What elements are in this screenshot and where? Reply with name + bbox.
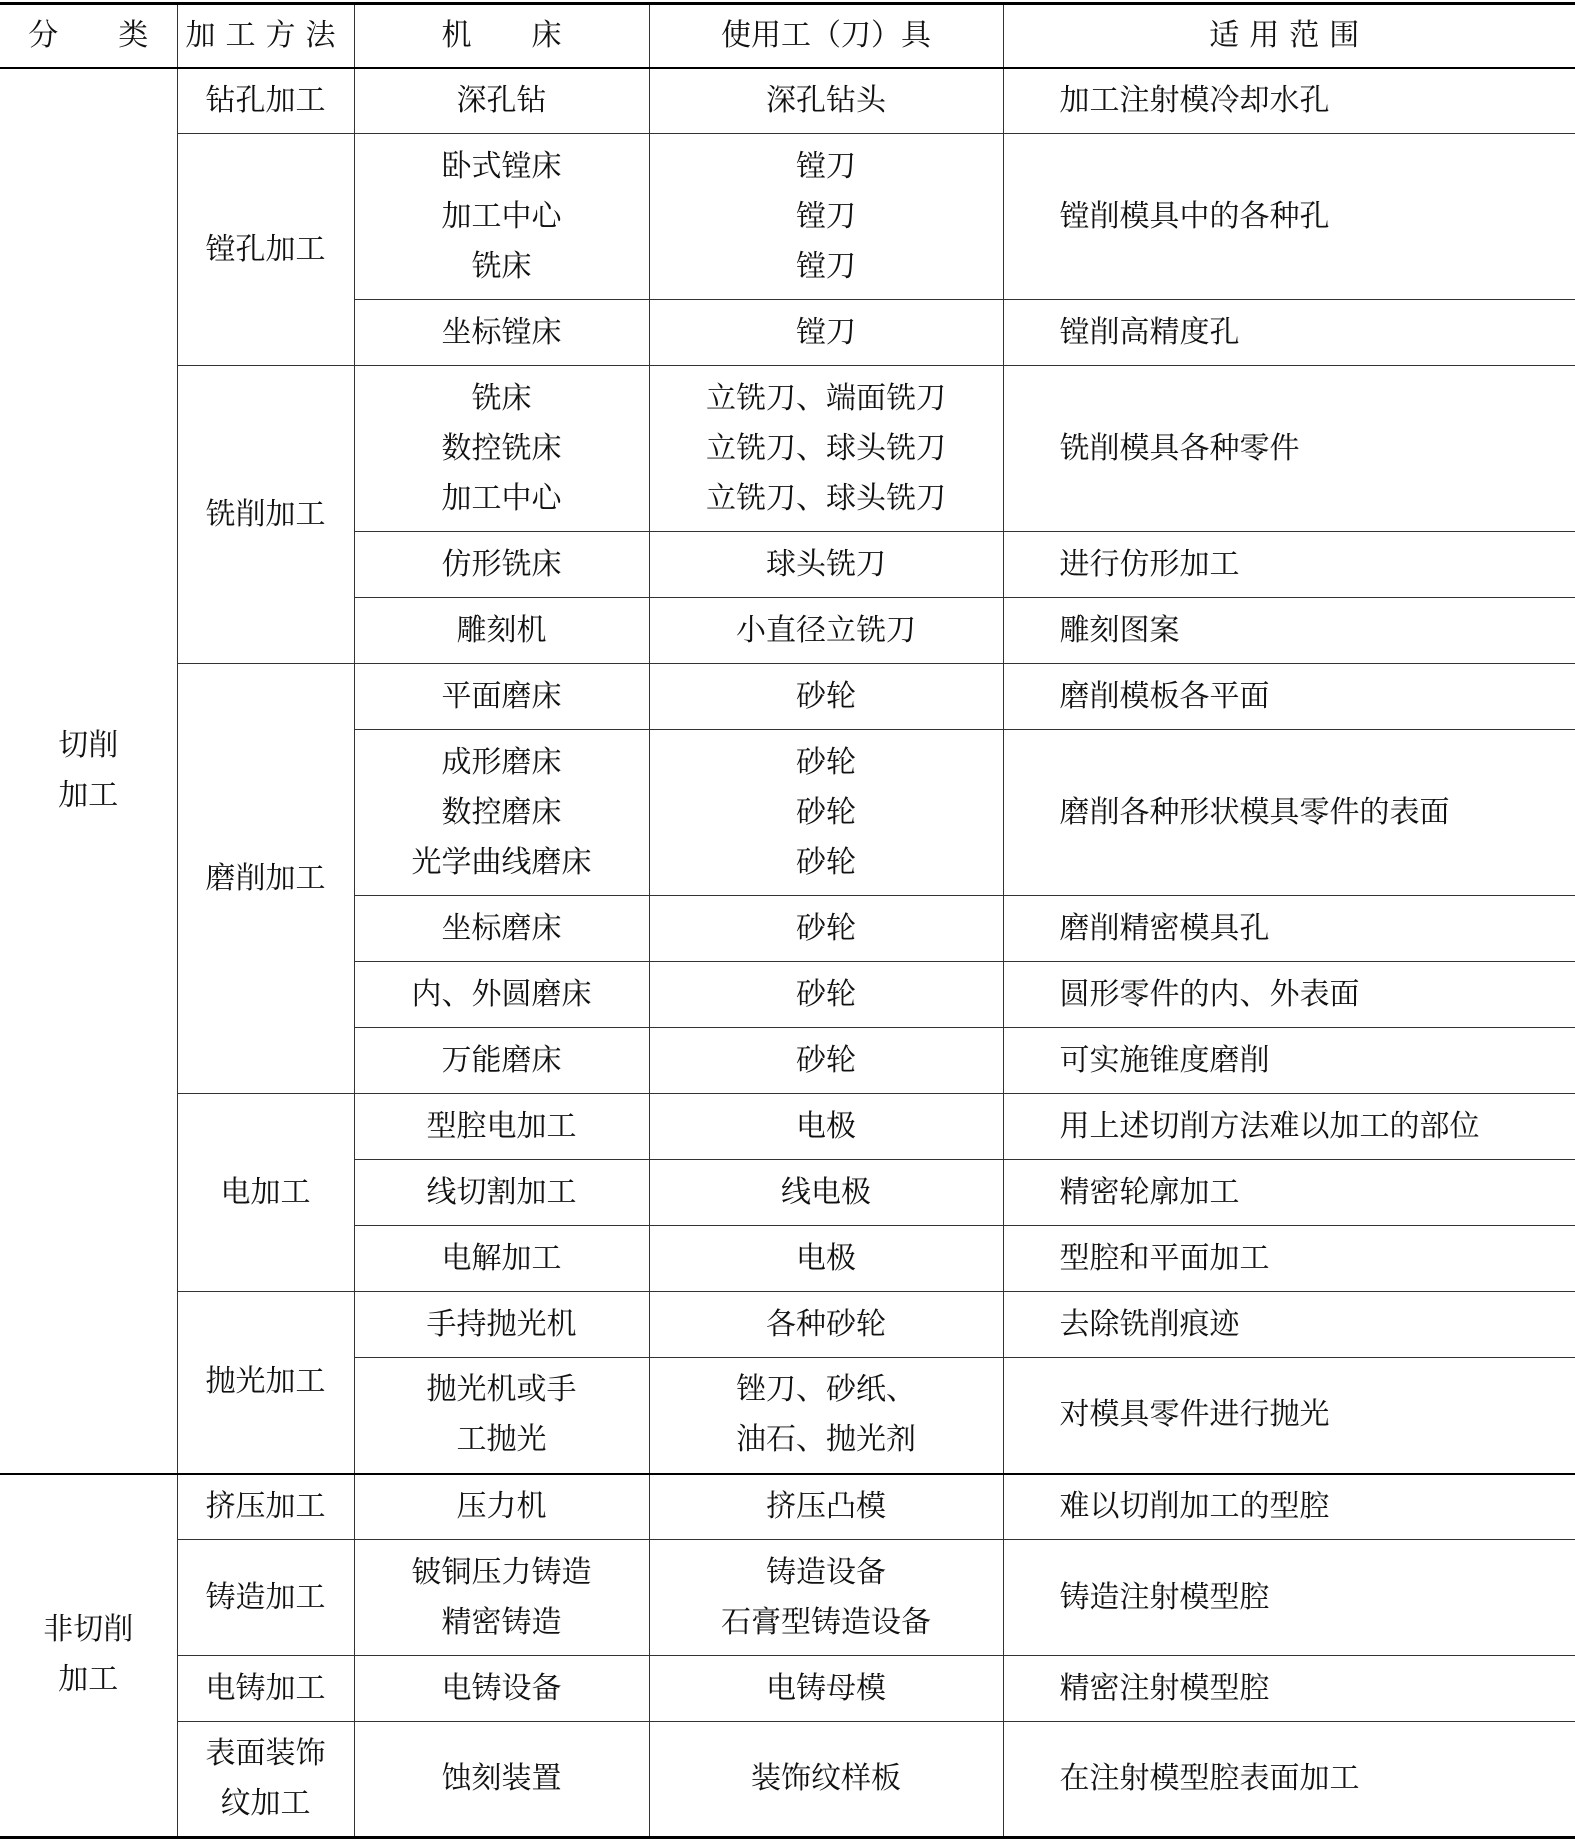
method-drilling: 钻孔加工 [177, 68, 354, 134]
scope-cell: 精密轮廓加工 [1003, 1160, 1575, 1226]
scope-cell: 可实施锥度磨削 [1003, 1028, 1575, 1094]
machine-cell: 电铸设备 [354, 1656, 649, 1722]
method-grinding: 磨削加工 [177, 664, 354, 1094]
header-tool: 使用工（刀）具 [649, 4, 1003, 68]
machining-methods-table [0, 2, 1575, 1839]
method-electroforming: 电铸加工 [177, 1656, 354, 1722]
scope-cell: 难以切削加工的型腔 [1003, 1474, 1575, 1540]
table-row [0, 1094, 1575, 1160]
scope-cell: 磨削各种形状模具零件的表面 [1003, 730, 1575, 896]
tool-cell: 球头铣刀 [649, 532, 1003, 598]
scope-cell: 在注射模型腔表面加工 [1003, 1722, 1575, 1838]
machine-cell: 仿形铣床 [354, 532, 649, 598]
scope-cell: 铣削模具各种零件 [1003, 366, 1575, 532]
tool-cell: 装饰纹样板 [649, 1722, 1003, 1838]
machine-cell: 手持抛光机 [354, 1292, 649, 1358]
scope-cell: 用上述切削方法难以加工的部位 [1003, 1094, 1575, 1160]
tool-cell: 镗刀 [649, 300, 1003, 366]
machine-cell: 坐标磨床 [354, 896, 649, 962]
tool-cell: 电极 [649, 1226, 1003, 1292]
tool-cell: 砂轮 [649, 962, 1003, 1028]
machine-cell: 万能磨床 [354, 1028, 649, 1094]
table-row [0, 664, 1575, 730]
category-cutting: 切削 加工 [0, 68, 177, 1474]
tool-cell: 立铣刀、端面铣刀 立铣刀、球头铣刀 立铣刀、球头铣刀 [649, 366, 1003, 532]
tool-cell: 线电极 [649, 1160, 1003, 1226]
scope-cell: 雕刻图案 [1003, 598, 1575, 664]
scope-cell: 去除铣削痕迹 [1003, 1292, 1575, 1358]
table-row [0, 68, 1575, 134]
scope-cell: 镗削高精度孔 [1003, 300, 1575, 366]
method-boring: 镗孔加工 [177, 134, 354, 366]
header-category: 分 类 [0, 4, 177, 68]
method-casting: 铸造加工 [177, 1540, 354, 1656]
tool-cell: 砂轮 [649, 1028, 1003, 1094]
method-surface-decoration: 表面装饰 纹加工 [177, 1722, 354, 1838]
tool-cell: 挤压凸模 [649, 1474, 1003, 1540]
table-row [0, 1474, 1575, 1540]
machine-cell: 卧式镗床 加工中心 铣床 [354, 134, 649, 300]
machine-cell: 成形磨床 数控磨床 光学曲线磨床 [354, 730, 649, 896]
machine-cell: 压力机 [354, 1474, 649, 1540]
tool-cell: 电铸母模 [649, 1656, 1003, 1722]
scope-cell: 型腔和平面加工 [1003, 1226, 1575, 1292]
machine-cell: 铣床 数控铣床 加工中心 [354, 366, 649, 532]
scope-cell: 精密注射模型腔 [1003, 1656, 1575, 1722]
machine-cell: 电解加工 [354, 1226, 649, 1292]
machine-cell: 抛光机或手 工抛光 [354, 1358, 649, 1474]
scope-cell: 磨削模板各平面 [1003, 664, 1575, 730]
tool-cell: 深孔钻头 [649, 68, 1003, 134]
machine-cell: 深孔钻 [354, 68, 649, 134]
tool-cell: 砂轮 [649, 896, 1003, 962]
table-row [0, 1656, 1575, 1722]
table-row [0, 1540, 1575, 1656]
method-electrical: 电加工 [177, 1094, 354, 1292]
tool-cell: 小直径立铣刀 [649, 598, 1003, 664]
table-row [0, 1722, 1575, 1838]
machine-cell: 蚀刻装置 [354, 1722, 649, 1838]
method-polishing: 抛光加工 [177, 1292, 354, 1474]
machine-cell: 坐标镗床 [354, 300, 649, 366]
header-method: 加工方法 [177, 4, 354, 68]
scope-cell: 圆形零件的内、外表面 [1003, 962, 1575, 1028]
tool-cell: 电极 [649, 1094, 1003, 1160]
scope-cell: 对模具零件进行抛光 [1003, 1358, 1575, 1474]
header-machine: 机 床 [354, 4, 649, 68]
tool-cell: 锉刀、砂纸、 油石、抛光剂 [649, 1358, 1003, 1474]
category-non-cutting: 非切削 加工 [0, 1474, 177, 1838]
header-row [0, 4, 1575, 68]
machine-cell: 型腔电加工 [354, 1094, 649, 1160]
table-row [0, 134, 1575, 300]
machine-cell: 雕刻机 [354, 598, 649, 664]
scope-cell: 磨削精密模具孔 [1003, 896, 1575, 962]
scope-cell: 铸造注射模型腔 [1003, 1540, 1575, 1656]
table-row [0, 1292, 1575, 1358]
scope-cell: 镗削模具中的各种孔 [1003, 134, 1575, 300]
scope-cell: 加工注射模冷却水孔 [1003, 68, 1575, 134]
tool-cell: 砂轮 [649, 664, 1003, 730]
table-row [0, 366, 1575, 532]
method-milling: 铣削加工 [177, 366, 354, 664]
tool-cell: 各种砂轮 [649, 1292, 1003, 1358]
machine-cell: 铍铜压力铸造 精密铸造 [354, 1540, 649, 1656]
header-scope: 适用范围 [1003, 4, 1575, 68]
method-extrusion: 挤压加工 [177, 1474, 354, 1540]
tool-cell: 砂轮 砂轮 砂轮 [649, 730, 1003, 896]
tool-cell: 镗刀 镗刀 镗刀 [649, 134, 1003, 300]
machine-cell: 线切割加工 [354, 1160, 649, 1226]
machine-cell: 内、外圆磨床 [354, 962, 649, 1028]
machine-cell: 平面磨床 [354, 664, 649, 730]
scope-cell: 进行仿形加工 [1003, 532, 1575, 598]
tool-cell: 铸造设备 石膏型铸造设备 [649, 1540, 1003, 1656]
